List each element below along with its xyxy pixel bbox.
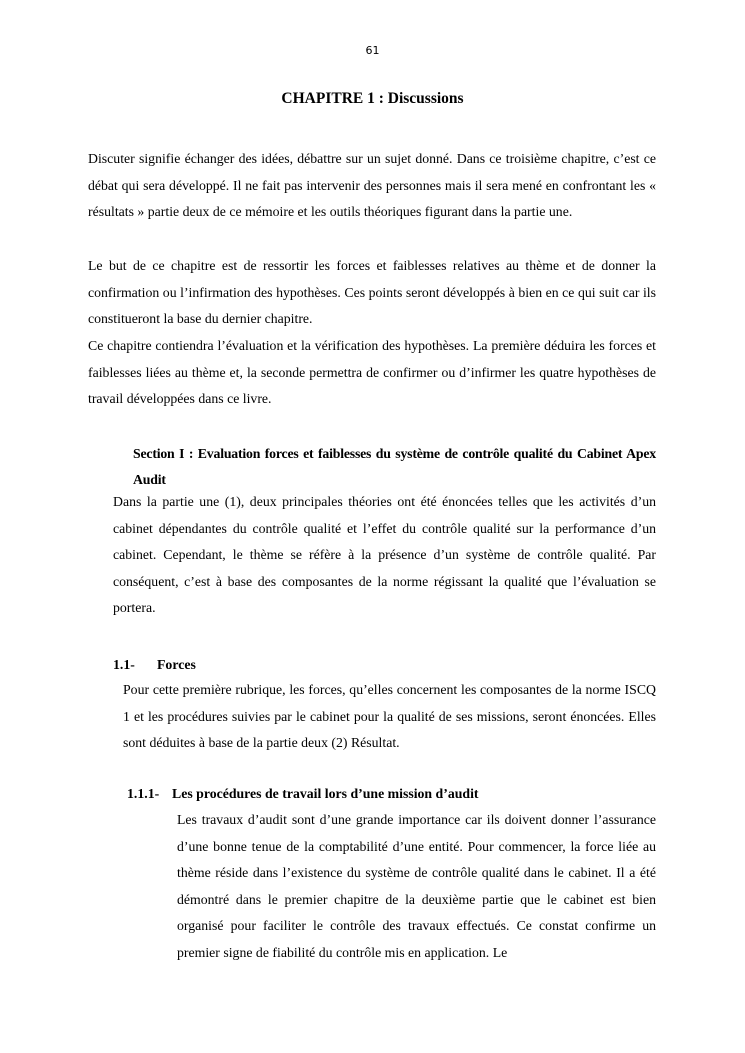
section-title: Section I : Evaluation forces et faiblesses du système de contrôle qualité du Cabinet Apex Audit [133, 446, 656, 487]
subsection-heading-procedures [127, 786, 479, 802]
subsection-number: 1.1- [113, 657, 135, 672]
intro-paragraph-3: Ce chapitre contiendra l’évaluation et la vérification des hypothèses. La première déduira les forces et faiblesses liées au thème et, la seconde permettra de confirmer ou d’infirmer les quatre hypothèses de travail développées dans ce livre. [88, 338, 656, 407]
page-number: 61 [365, 44, 380, 57]
subsection-number: 1.1.1- [127, 786, 160, 801]
intro-paragraph-2: Le but de ce chapitre est de ressortir les forces et faiblesses relatives au thème et de donner la confirmation ou l’infirmation des hypothèses. Ces points seront développés à bien en ce qui suit car ils constitueront la base du dernier chapitre. [88, 258, 656, 327]
subsection-heading-forces [113, 657, 196, 673]
section-paragraph: Dans la partie une (1), deux principales théories ont été énoncées telles que les activités d’un cabinet dépendantes du contrôle qualité et l’effet du contrôle qualité sur la performance d’un cabinet. Cependant, le thème se réfère à la présence d’un système de contrôle qualité. Par conséquent, c’est à base des composantes de la norme régissant la qualité que l’évaluation se portera. [113, 494, 656, 616]
chapter-title: CHAPITRE 1 : Discussions [281, 90, 464, 107]
subsection-title: Forces [157, 657, 196, 672]
forces-paragraph: Pour cette première rubrique, les forces, qu’elles concernent les composantes de la norme ISCQ 1 et les procédures suivies par le cabinet pour la qualité de ses missions, seront énoncées. Elles sont déduites à base de la partie deux (2) Résultat. [123, 682, 656, 751]
intro-paragraph-1: Discuter signifie échanger des idées, débattre sur un sujet donné. Dans ce troisième chapitre, c’est ce débat qui sera développé. Il ne fait pas intervenir des personnes mais il sera mené en confrontant les « résultats » partie deux de ce mémoire et les outils théoriques figurant dans la partie une. [88, 151, 656, 220]
procedures-paragraph: Les travaux d’audit sont d’une grande importance car ils doivent donner l’assurance d’une bonne tenue de la comptabilité d’une entité. Pour commencer, la force liée au thème réside dans l’existence du système de contrôle qualité dans le cabinet. Il a été démontré dans le premier chapitre de la deuxième partie que le cabinet est bien organisé pour faciliter le contrôle des travaux effectués. Ce constat confirme un premier signe de fiabilité du contrôle mis en application. Le [177, 812, 656, 960]
subsection-title: Les procédures de travail lors d’une mission d’audit [172, 786, 479, 801]
